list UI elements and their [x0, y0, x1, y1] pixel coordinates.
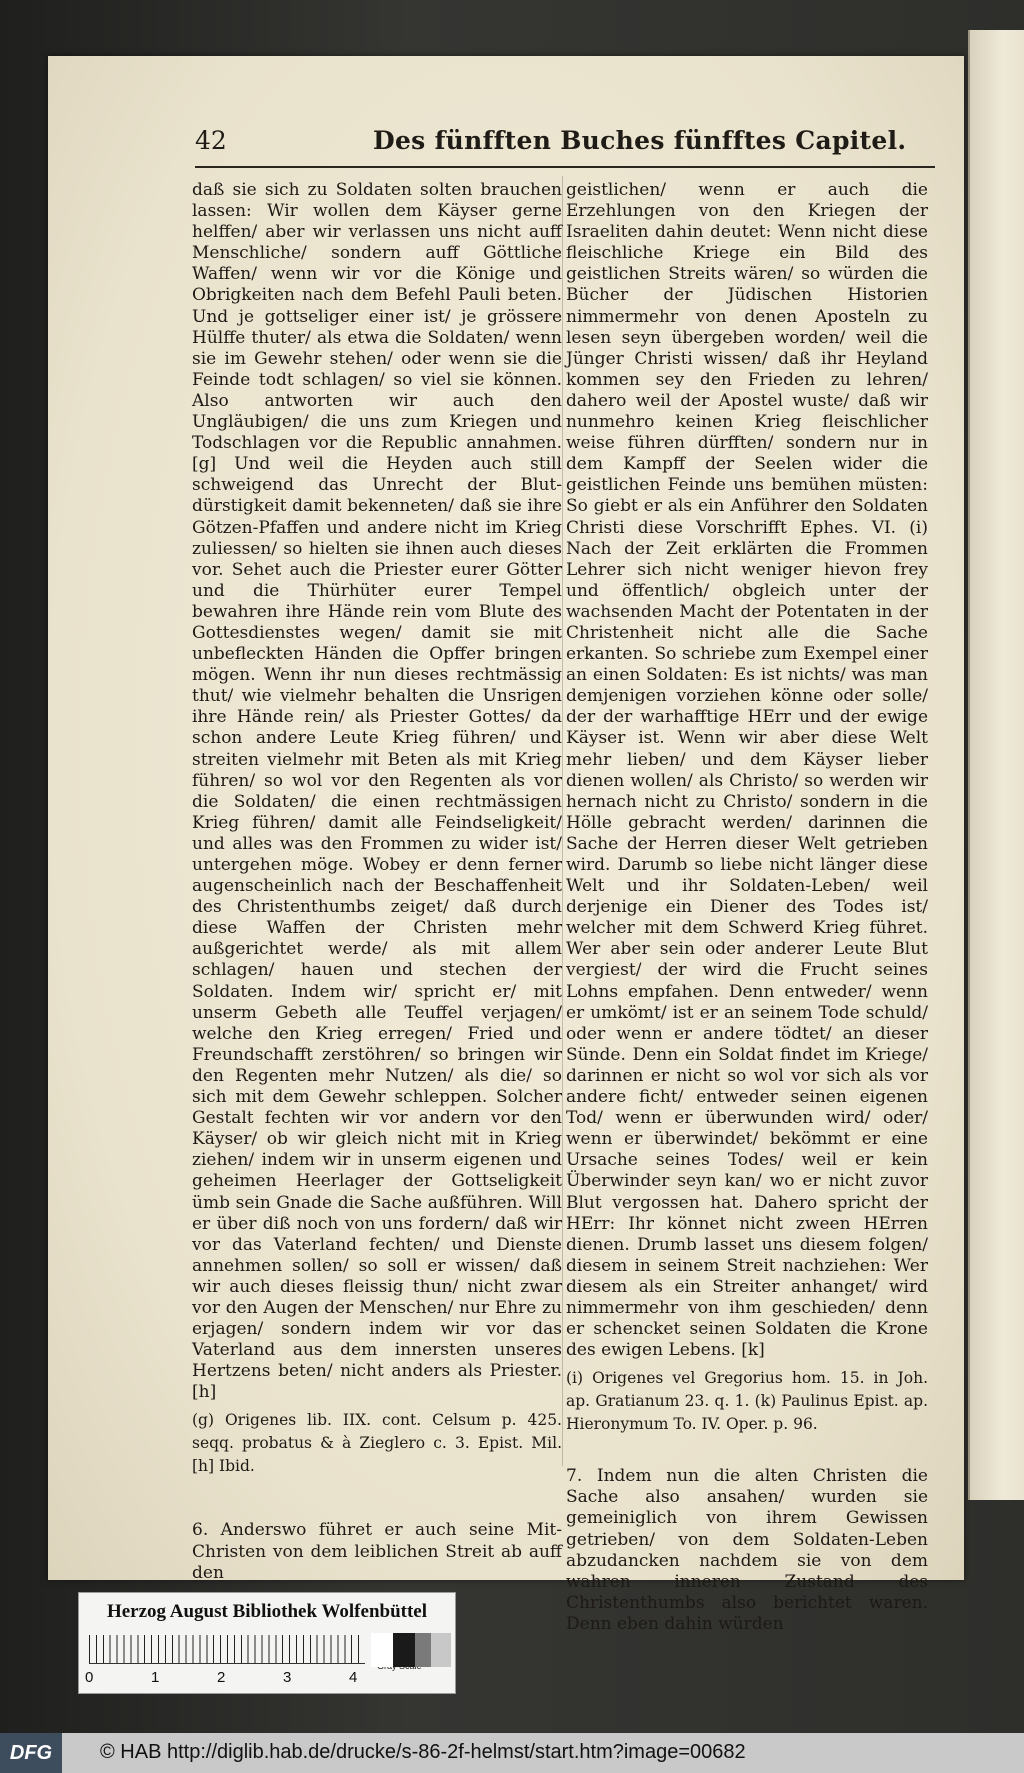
ruler-number: 3: [283, 1669, 292, 1686]
column-divider: [562, 176, 563, 1466]
right-column: [566, 180, 928, 1635]
left-footnote: (g) Origenes lib. IIX. cont. Celsum p. 425. seqq. probatus & à Zieglero c. 3. Epist. Mil. [h] Ibid.: [192, 1411, 562, 1476]
footer-bar: [0, 1733, 1024, 1773]
left-paragraph-2: 6. Anderswo führet er auch seine Mit-Christen von dem leiblichen Streit ab auff den: [192, 1520, 562, 1583]
left-column: [192, 180, 562, 1584]
running-head: [195, 126, 940, 170]
right-paragraph-2: 7. Indem nun die alten Christen die Sache also ansahen/ wurden sie gemeiniglich von ihrem Gewissen getrieben/ von dem Soldaten-Leben abzudancken nachdem sie von dem wahren inneren Zustand des Christenthumbs also berichtet waren. Denn eben dahin würden: [566, 1466, 928, 1634]
card-title: Herzog August Bibliothek Wolfenbüttel: [106, 1601, 428, 1622]
ruler-scale: [89, 1635, 365, 1664]
head-rule: [195, 166, 935, 168]
gray-swatch-white: [371, 1633, 393, 1667]
color-reference-card: [78, 1592, 456, 1694]
ruler-number: 0: [85, 1669, 94, 1686]
gray-swatch-black: [393, 1633, 415, 1667]
running-head-title: Des fünfften Buches fünfftes Capitel.: [373, 126, 907, 155]
ruler-number: 2: [217, 1669, 226, 1686]
page-number: 42: [195, 126, 227, 155]
ruler-number: 1: [151, 1669, 160, 1686]
ruler-numbers: [85, 1669, 375, 1689]
gray-swatch-light: [431, 1633, 451, 1667]
footer-credit-link[interactable]: © HAB http://diglib.hab.de/drucke/s-86-2f-helmst/start.htm?image=00682: [100, 1741, 746, 1763]
next-page-edge: [968, 30, 1024, 1500]
ruler-number: 4: [349, 1669, 358, 1686]
right-paragraph-1: geistlichen/ wenn er auch die Erzehlungen von den Kriegen der Israeliten dahin deutet: Wenn nicht diese fleischliche Kriege ein Bild des geistlichen Streits wären/ so würden die Bücher der Jüdischen Historien nimmermehr von denen Aposteln zu lesen seyn übergeben worden/ weil die Jünger Christi wissen/ daß ihr Heyland kommen sey den Frieden zu lehren/ dahero weil der Apostel wuste/ daß wir nunmehro keinen Krieg fleischlicher weise führen dürfften/ sondern nur in dem Kampff der Seelen wider die geistlichen Feinde uns bemühen müsten: So giebt er als ein Anführer den Soldaten Christi diese Vorschrifft Ephes. VI. (i) Nach der Zeit erklärten die Frommen Lehrer sich nicht weniger hievon frey und öffentlich/ obgleich unter der wachsenden Macht der Potentaten in der Christenheit nicht alle die Sache erkanten. So schriebe zum Exempel einer an einen Soldaten: Es ist nichts/ was man demjenigen vorziehen könne oder solle/ der der warhafftige HErr und der ewige Käyser ist. Wenn wir aber diese Welt mehr lieben/ und dem Käyser lieber dienen wollen/ als Christo/ so werden wir hernach nicht zu Christo/ sondern in die Hölle gebracht werden/ darinnen die Sache der Herren dieser Welt getrieben wird. Darumb so liebe nicht länger diese Welt und ihr Soldaten-Leben/ weil derjenige ein Diener des Todes ist/ welcher mit dem Schwerd Krieg führet. Wer aber sein oder anderer Leute Blut vergiest/ der wird die Frucht seines Lohns empfahen. Denn entweder/ wenn er umkömt/ ist er an seinem Tode schuld/ oder wenn er andere tödtet/ an dieser Sünde. Denn ein Soldat findet im Kriege/ darinnen er nicht so wol vor sich als vor andere ficht/ entweder seinen eigenen Tod/ wenn er überwunden wird/ oder/ wenn er überwindet/ bekömmt er eine Ursache seines Todes/ weil er kein Überwinder seyn kan/ wo er nicht zuvor Blut vergossen hat. Dahero spricht der HErr: Ihr könnet nicht zween HErren dienen. Drumb lasset uns diesem folgen/ diesem in seinem Streit nachziehen: Wer diesem als ein Streiter anhanget/ wird nimmermehr von ihm geschieden/ denn er schencket seinen Soldaten die Krone des ewigen Lebens. [k]: [566, 180, 928, 1361]
right-footnote: (i) Origenes vel Gregorius hom. 15. in Joh. ap. Gratianum 23. q. 1. (k) Paulinus Epist. ap. Hieronymum To. IV. Oper. p. 96.: [566, 1369, 928, 1434]
left-paragraph-1: daß sie sich zu Soldaten solten brauchen lassen: Wir wollen dem Käyser gerne helffen/ aber wir verlassen uns nicht auff Menschliche/ sondern auff Göttliche Waffen/ wenn wir vor die Könige und Obrigkeiten nach dem Befehl Pauli beten. Und je gottseliger einer ist/ je grössere Hülffe thuter/ als etwa die Soldaten/ wenn sie im Gewehr stehen/ oder wenn sie die Feinde todt schlagen/ so viel sie können. Also antworten wir auch den Ungläubigen/ die uns zum Kriegen und Todschlagen vor die Republic annahmen. [g] Und weil die Heyden auch still schweigend das Unrecht der Blut-dürstigkeit damit bekenneten/ daß sie ihre Götzen-Pfaffen und andere nicht im Krieg zuliessen/ so hielten sie ihnen auch dieses vor. Sehet auch die Priester eurer Götter und die Thürhüter eurer Tempel bewahren ihre Hände rein vom Blute des Gottesdienstes wegen/ damit sie mit unbefleckten Händen die Opffer bringen mögen. Wenn ihr nun dieses rechtmässig thut/ wie vielmehr behalten die Unsrigen ihre Hände rein/ als Priester Gottes/ da schon andere Leute Krieg führen/ und streiten vielmehr mit Beten als mit Krieg führen/ so wol vor den Regenten als vor die Soldaten/ die einen rechtmässigen Krieg führen/ damit alle Feindseligkeit/ und alles was den Frommen zu wider ist/ untergehen möge. Wobey er denn ferner augenscheinlich nach der Beschaffenheit des Christenthumbs zeiget/ daß durch diese Waffen der Christen mehr außgerichtet werde/ als mit allem schlagen/ hauen und stechen der Soldaten. Indem wir/ spricht er/ mit unserm Gebeth alle Teuffel verjagen/ welche den Krieg erregen/ Fried und Freundschafft zerstöhren/ so bringen wir den Regenten mehr Nutzen/ als die/ so sich mit dem Gewehr schleppen. Solcher Gestalt fechten wir vor andern vor den Käyser/ ob wir gleich nicht mit in Krieg ziehen/ indem wir in unserm eigenen und geheimen Heerlager der Gottseligkeit ümb sein Gnade die Sache außführen. Will er über diß noch von uns fordern/ daß wir vor das Vaterland fechten/ und Dienste annehmen sollen/ so soll er wissen/ daß wir auch dieses fleissig thun/ nicht zwar vor den Augen der Menschen/ nur Ehre zu erjagen/ sondern indem wir vor das Vaterland aus dem innersten unseres Hertzens beten/ nicht anders als Priester. [h]: [192, 180, 562, 1403]
dfg-logo: DFG: [0, 1733, 62, 1773]
